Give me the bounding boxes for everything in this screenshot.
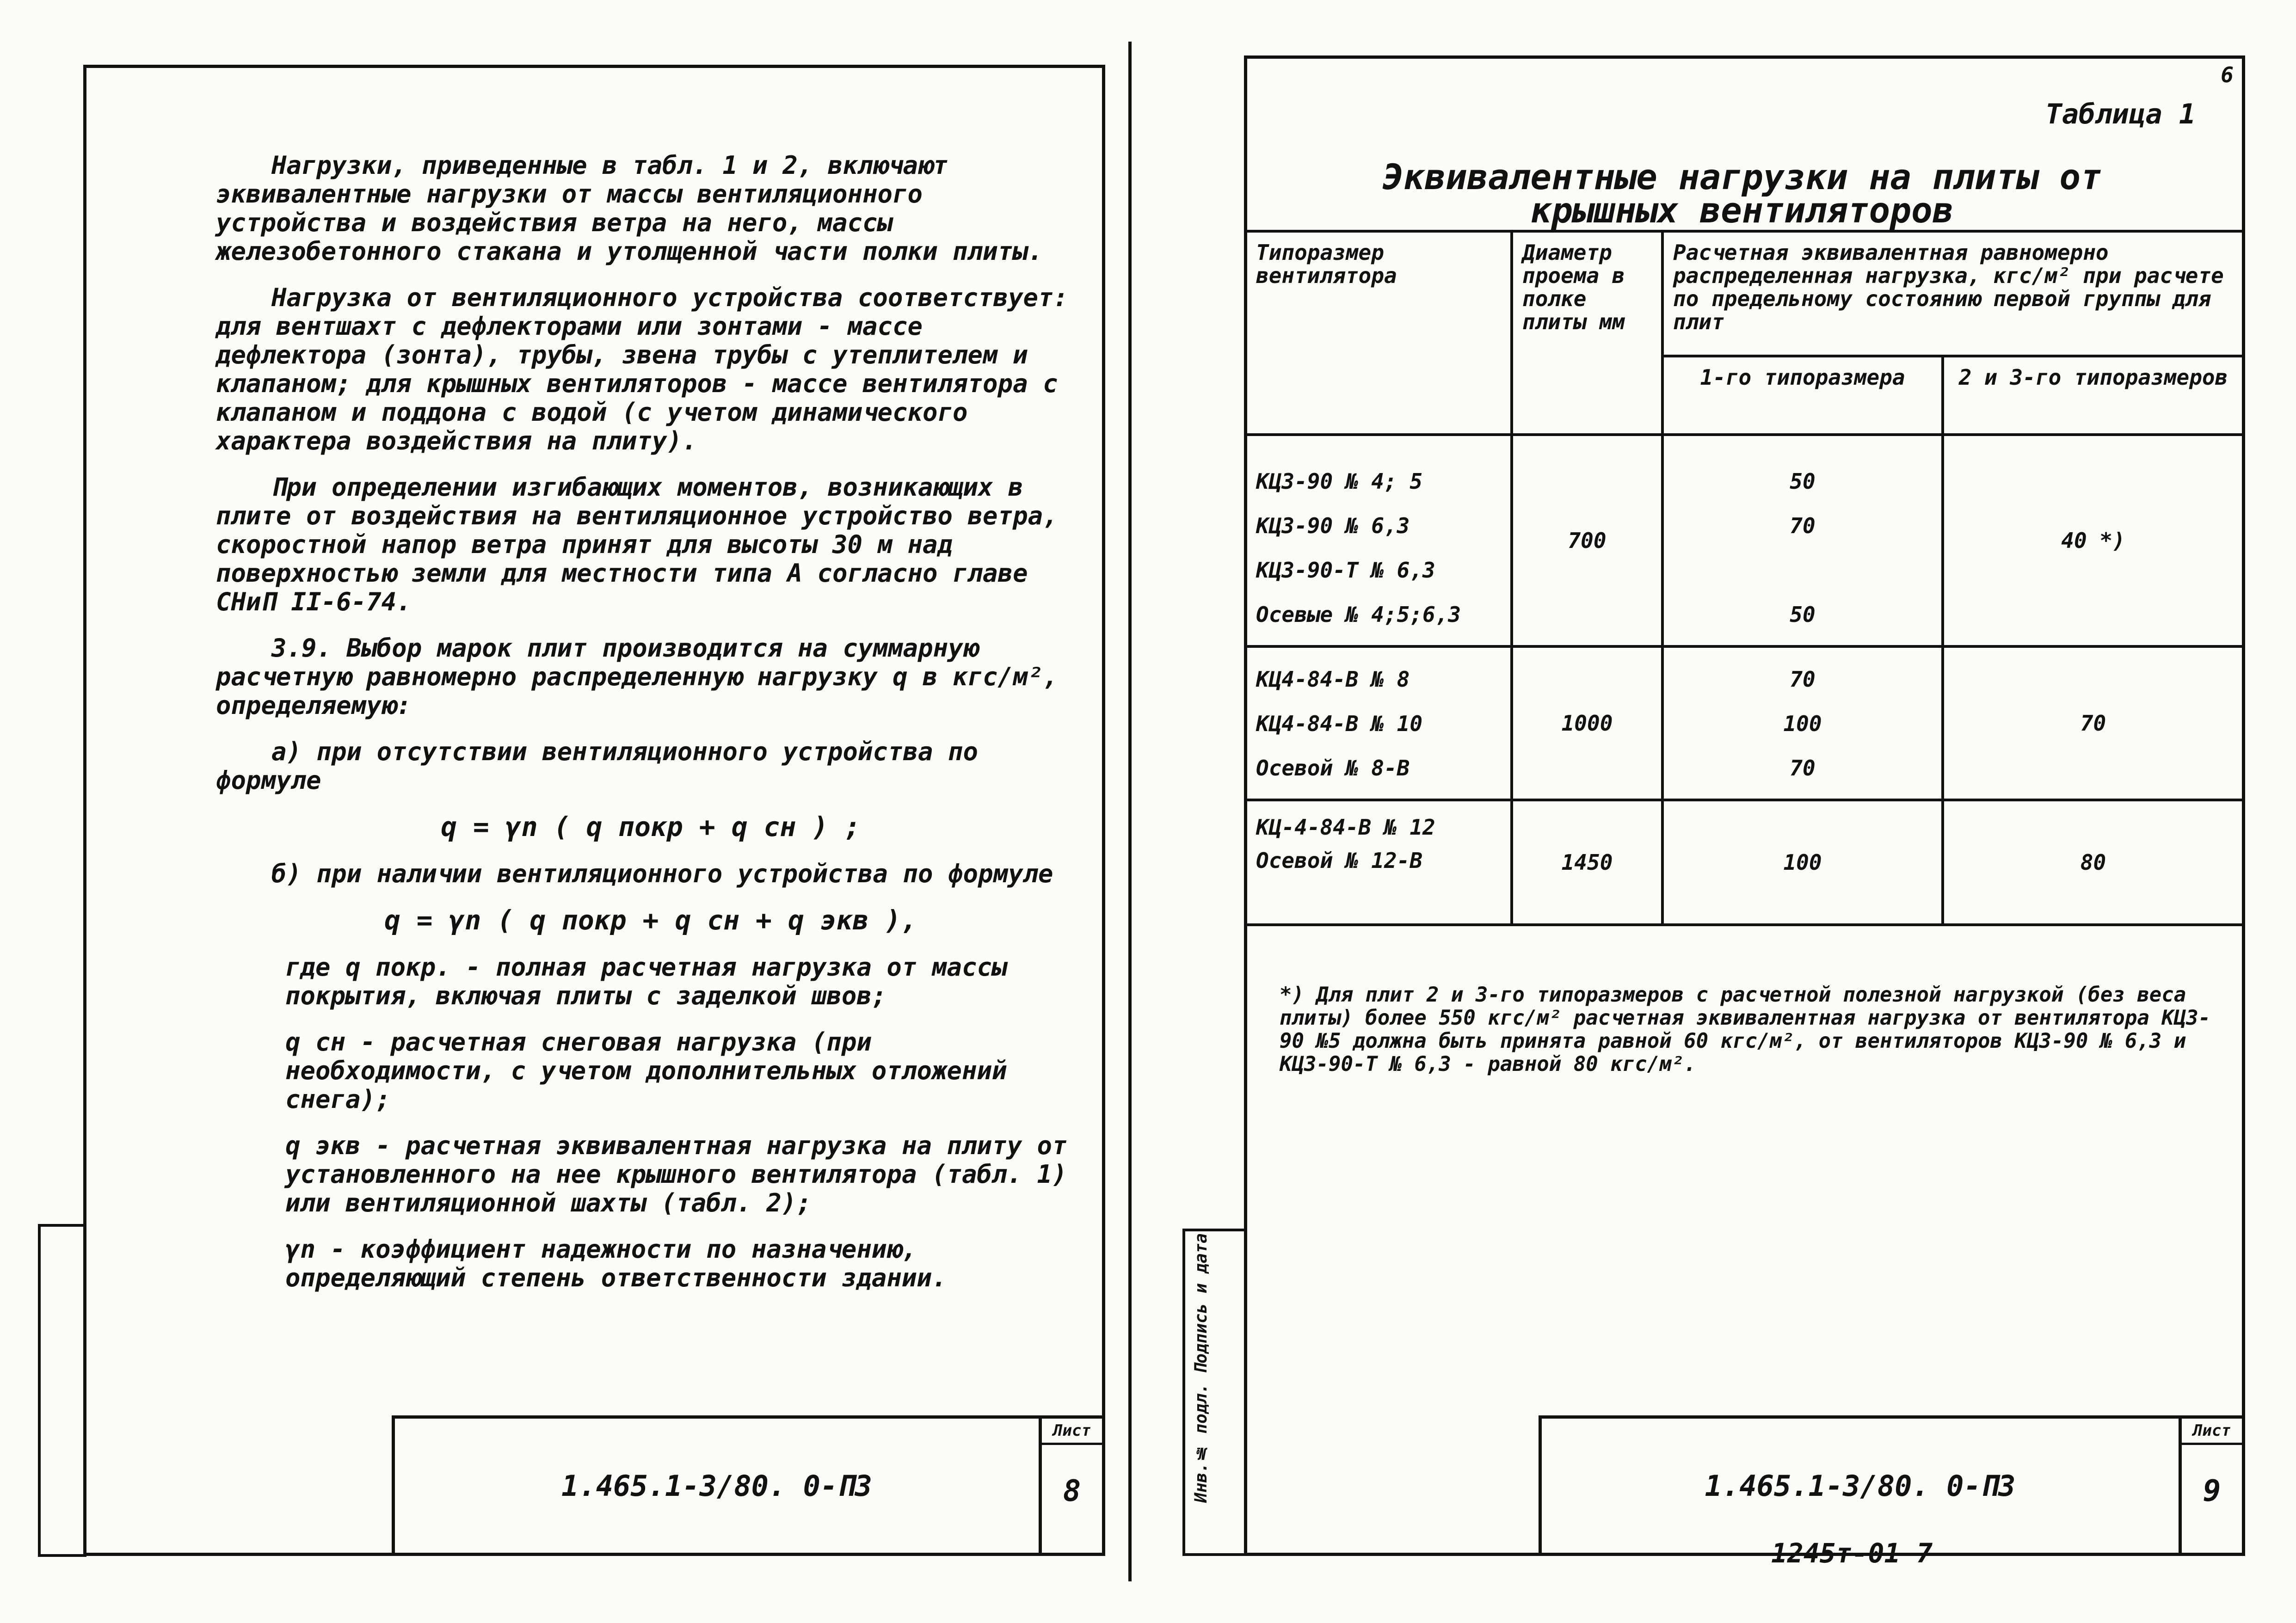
- left-side-box: [38, 1224, 86, 1557]
- load-value: 100: [1783, 711, 1822, 736]
- table-row: [1245, 646, 2244, 800]
- load-value: 70: [1790, 513, 1816, 538]
- equivalent-loads-table: [1244, 230, 2245, 926]
- fan-type: Осевой № 12-В: [1256, 848, 1423, 873]
- right-sheet-cell: [2179, 1419, 2242, 1553]
- right-sheet-number: 9: [2203, 1474, 2221, 1508]
- load-size23-group-1: 40 *): [1943, 435, 2244, 646]
- fan-type: Осевой № 8-В: [1256, 756, 1410, 781]
- definition-gamma-n: γn - коэффициент надежности по назначению, определяющий степень ответственности здании.: [285, 1235, 947, 1292]
- table-title: Эквивалентные нагрузки на плиты от крышных вентиляторов: [1382, 156, 2102, 231]
- header-size-1: 1-го типоразмера: [1662, 356, 1943, 435]
- archive-code: 1245т-01 7: [1771, 1537, 1933, 1569]
- load-size23-group-2: 70: [1943, 646, 2244, 800]
- left-body-text: [216, 151, 1085, 1310]
- paragraph-case-a: а) при отсутствии вентиляционного устройства по формуле: [216, 737, 979, 795]
- paragraph-ventilation-load: Нагрузка от вентиляционного устройства соответствует: для вентшахт с дефлекторами или зонтами - массе дефлектора (зонта), трубы, звена трубы с утеплителем и клапаном; для крышных вентиляторов - массе вентилятора с клапаном и поддона с водой (с учетом динамического характера воздействия на плиту).: [216, 283, 1069, 455]
- definition-q-ekv: q экв - расчетная эквивалентная нагрузка на плиту от установленного на нее крышного вентилятора (табл. 1) или вентиляционной шахты (табл. 2);: [285, 1131, 1067, 1217]
- definitions-list: [285, 953, 1085, 1292]
- fan-type: КЦ3-90 № 4; 5: [1256, 469, 1423, 494]
- table-row: [1245, 435, 2244, 646]
- fan-type: Осевые № 4;5;6,3: [1256, 602, 1461, 627]
- fan-type: КЦ-4-84-В № 12: [1256, 815, 1435, 840]
- header-opening-diameter: Диаметр проема в полке плиты мм: [1512, 231, 1662, 435]
- header-size-2-3: 2 и 3-го типоразмеров: [1943, 356, 2244, 435]
- fan-type: КЦ3-90-Т № 6,3: [1256, 558, 1435, 583]
- fan-type: КЦ4-84-В № 8: [1256, 667, 1410, 692]
- definition-q-sn: q сн - расчетная снеговая нагрузка (при необходимости, с учетом дополнительных отложений снега);: [285, 1027, 1007, 1114]
- loads-size1-group-2: [1662, 646, 1943, 800]
- formula-a: q = γn ( q покр + q сн ) ;: [441, 811, 861, 842]
- table-footnote: *) Для плит 2 и 3-го типоразмеров с расчетной полезной нагрузкой (без веса плиты) более 550 кгс/м² расчетная эквивалентная нагрузка от вентилятора КЦ3-90 №5 должна быть принята равной 60 кгс/м², от вентиляторов КЦ3-90 № 6,3 и КЦ3-90-Т № 6,3 - равной 80 кгс/м².: [1280, 983, 2211, 1076]
- fan-types-group-3: [1245, 800, 1512, 925]
- left-title-block: [392, 1415, 1102, 1553]
- load-value: 70: [1790, 756, 1816, 781]
- fan-types-group-1: [1245, 435, 1512, 646]
- left-sheet-cell: [1039, 1419, 1102, 1553]
- left-sheet-number: 8: [1063, 1474, 1081, 1508]
- page-mark: 6: [2221, 62, 2234, 87]
- diameter-group-2: 1000: [1512, 646, 1662, 800]
- left-sheet-label: Лист: [1042, 1421, 1102, 1445]
- side-label: Инв.№ подл. Подпись и дата: [1192, 1233, 1211, 1503]
- load-size1-group-3: 100: [1662, 800, 1943, 925]
- paragraph-case-b: б) при наличии вентиляционного устройства по формуле: [271, 859, 1053, 888]
- left-sheet: [83, 65, 1105, 1556]
- header-equivalent-load: Расчетная эквивалентная равномерно распределенная нагрузка, кгс/м² при расчете по предельному состоянию первой группы для плит: [1662, 231, 2244, 356]
- loads-size1-group-1: [1662, 435, 1943, 646]
- header-fan-type: Типоразмер вентилятора: [1245, 231, 1512, 435]
- right-sheet-label: Лист: [2182, 1421, 2242, 1445]
- right-sheet: [1192, 55, 2245, 1556]
- right-document-code: 1.465.1-3/80. 0-ПЗ: [1705, 1469, 2016, 1503]
- load-value: 70: [1790, 667, 1816, 692]
- diameter-group-1: 700: [1512, 435, 1662, 646]
- fan-type: КЦ3-90 № 6,3: [1256, 513, 1410, 538]
- left-document-code: 1.465.1-3/80. 0-ПЗ: [561, 1469, 872, 1503]
- load-value: 50: [1790, 602, 1816, 627]
- formula-b: q = γn ( q покр + q сн + q экв ),: [384, 904, 917, 936]
- paragraph-loads-included: Нагрузки, приведенные в табл. 1 и 2, включают эквивалентные нагрузки от массы вентиляционного устройства и воздействия ветра на него, массы железобетонного стакана и утолщенной части полки плиты.: [216, 151, 1043, 266]
- page-divider: [1128, 42, 1132, 1581]
- right-title-block: [1539, 1415, 2242, 1553]
- load-size23-group-3: 80: [1943, 800, 2244, 925]
- definition-q-pokr: где q покр. - полная расчетная нагрузка от массы покрытия, включая плиты с заделкой швов;: [285, 953, 1007, 1010]
- table-number: Таблица 1: [2045, 98, 2196, 130]
- fan-type: КЦ4-84-В № 10: [1256, 711, 1423, 736]
- load-value: 50: [1790, 469, 1816, 494]
- paragraph-wind-moments: При определении изгибающих моментов, возникающих в плите от воздействия на вентиляционное устройство ветра, скоростной напор ветра принят для высоты 30 м над поверхностью земли для местности типа А согласно главе СНиП II-6-74.: [216, 473, 1058, 616]
- diameter-group-3: 1450: [1512, 800, 1662, 925]
- table-row: [1245, 800, 2244, 925]
- fan-types-group-2: [1245, 646, 1512, 800]
- paragraph-3-9: 3.9. Выбор марок плит производится на суммарную расчетную равномерно распределенную нагрузку q в кгс/м², определяемую:: [216, 633, 1058, 720]
- load-value: [1673, 548, 1932, 592]
